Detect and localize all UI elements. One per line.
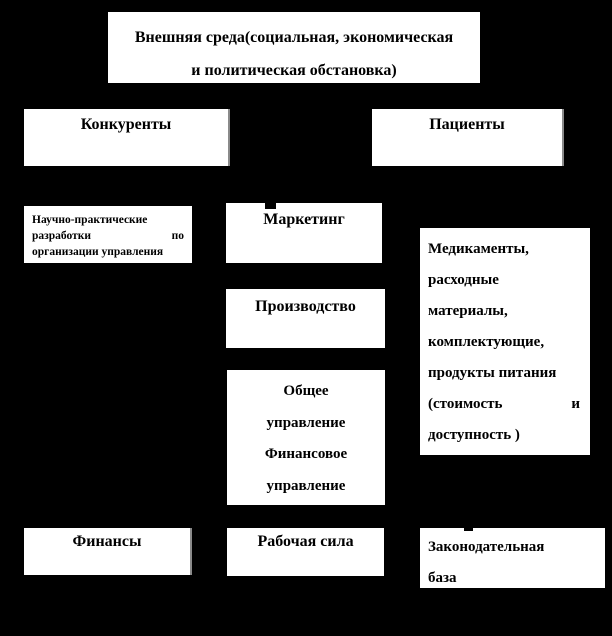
supplies-line2: расходные bbox=[428, 272, 499, 288]
production-box bbox=[226, 289, 385, 348]
research-line1: Научно-практические bbox=[32, 214, 148, 226]
supplies-line1: Медикаменты, bbox=[428, 241, 529, 257]
management-line3: Финансовое bbox=[264, 446, 348, 462]
general-financial-management-box bbox=[227, 370, 385, 505]
supplies-line3: материалы, bbox=[428, 303, 508, 319]
patients-box bbox=[372, 109, 564, 166]
stray-mark bbox=[265, 196, 276, 209]
supplies-line4: комплектующие, bbox=[428, 334, 545, 350]
research-developments-box bbox=[24, 206, 192, 263]
management-line1: Общее bbox=[283, 383, 329, 399]
external-environment-box bbox=[108, 12, 480, 83]
research-line2: разработки по bbox=[32, 230, 184, 242]
labor-force-box bbox=[227, 528, 384, 576]
competitors-label: Конкуренты bbox=[80, 116, 172, 133]
marketing-label: Маркетинг bbox=[263, 211, 345, 228]
labor-force-label: Рабочая сила bbox=[257, 533, 354, 550]
legislation-line1: Законодательная bbox=[428, 539, 545, 555]
external-environment-line1: Внешняя среда(социальная, экономическая bbox=[134, 29, 454, 46]
competitors-box bbox=[24, 109, 230, 166]
external-environment-line2: и политическая обстановка) bbox=[191, 62, 397, 79]
finance-label: Финансы bbox=[72, 533, 142, 550]
supplies-box bbox=[420, 228, 590, 455]
production-label: Производство bbox=[255, 298, 356, 315]
management-line2: управление bbox=[266, 414, 346, 431]
supplies-line7: доступность ) bbox=[428, 427, 520, 443]
legislation-box bbox=[420, 528, 605, 588]
supplies-line5: продукты питания bbox=[428, 365, 557, 381]
marketing-box bbox=[226, 203, 382, 263]
patients-label: Пациенты bbox=[429, 116, 505, 133]
supplies-line6: (стоимость и bbox=[428, 396, 580, 412]
finance-box bbox=[24, 528, 192, 575]
legislation-line2: база bbox=[428, 570, 457, 586]
research-line3: организации управления bbox=[32, 246, 164, 258]
stray-mark bbox=[464, 518, 473, 531]
management-line4: управление bbox=[266, 477, 346, 494]
